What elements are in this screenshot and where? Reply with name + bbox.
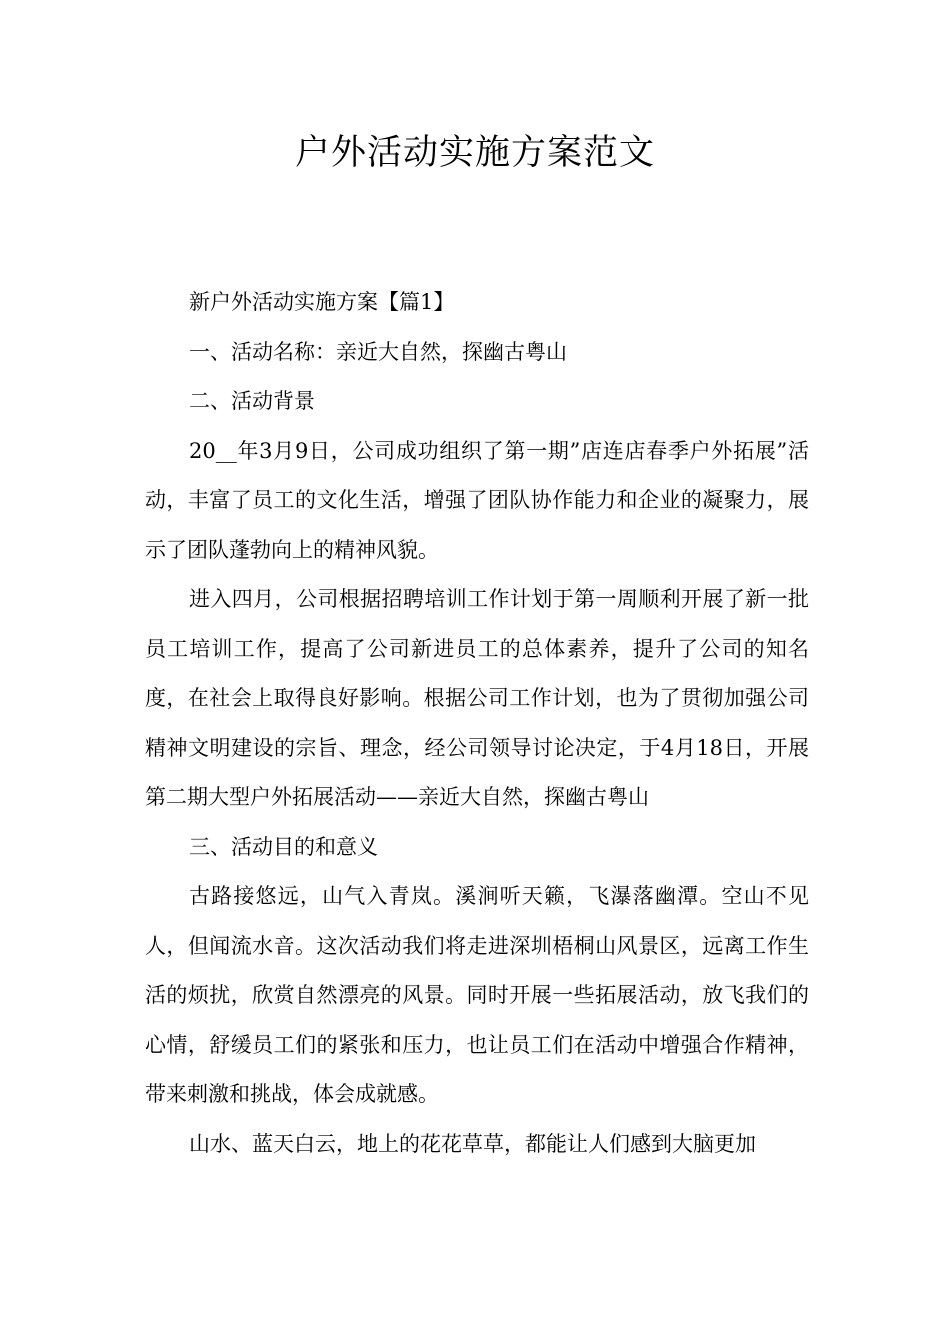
section-2-paragraph-2: 进入四月，公司根据招聘培训工作计划于第一周顺利开展了新一批员工培训工作，提高了公司新进员工的总体素养，提升了公司的知名度，在社会上取得良好影响。根据公司工作计划，也为了贯彻加强公司精神文明建设的宗旨、理念，经公司领导讨论决定，于4月18日，开展第二期大型户外拓展活动——亲近大自然，探幽古粤山 bbox=[145, 587, 809, 809]
section-2-heading: 二、活动背景 bbox=[189, 389, 315, 413]
document-body bbox=[145, 278, 809, 1169]
section-2-paragraph-1: 20__年3月9日，公司成功组织了第一期”店连店春季户外拓展”活动，丰富了员工的文化生活，增强了团队协作能力和企业的凝聚力，展示了团队蓬勃向上的精神风貌。 bbox=[145, 438, 809, 562]
section-3-paragraph-1: 古路接悠远，山气入青岚。溪涧听天籁，飞瀑落幽潭。空山不见人，但闻流水音。这次活动我们将走进深圳梧桐山风景区，远离工作生活的烦扰，欣赏自然漂亮的风景。同时开展一些拓展活动，放飞我们的心情，舒缓员工们的紧张和压力，也让员工们在活动中增强合作精神，带来刺激和挑战，体会成就感。 bbox=[145, 884, 809, 1106]
section-3-heading: 三、活动目的和意义 bbox=[189, 834, 378, 859]
section-1-heading: 一、活动名称：亲近大自然，探幽古粤山 bbox=[189, 339, 567, 364]
document-title: 户外活动实施方案范文 bbox=[294, 133, 655, 173]
document-subtitle: 新户外活动实施方案【篇1】 bbox=[189, 290, 455, 314]
section-3-paragraph-2: 山水、蓝天白云，地上的花花草草，都能让人们感到大脑更加 bbox=[189, 1131, 756, 1156]
